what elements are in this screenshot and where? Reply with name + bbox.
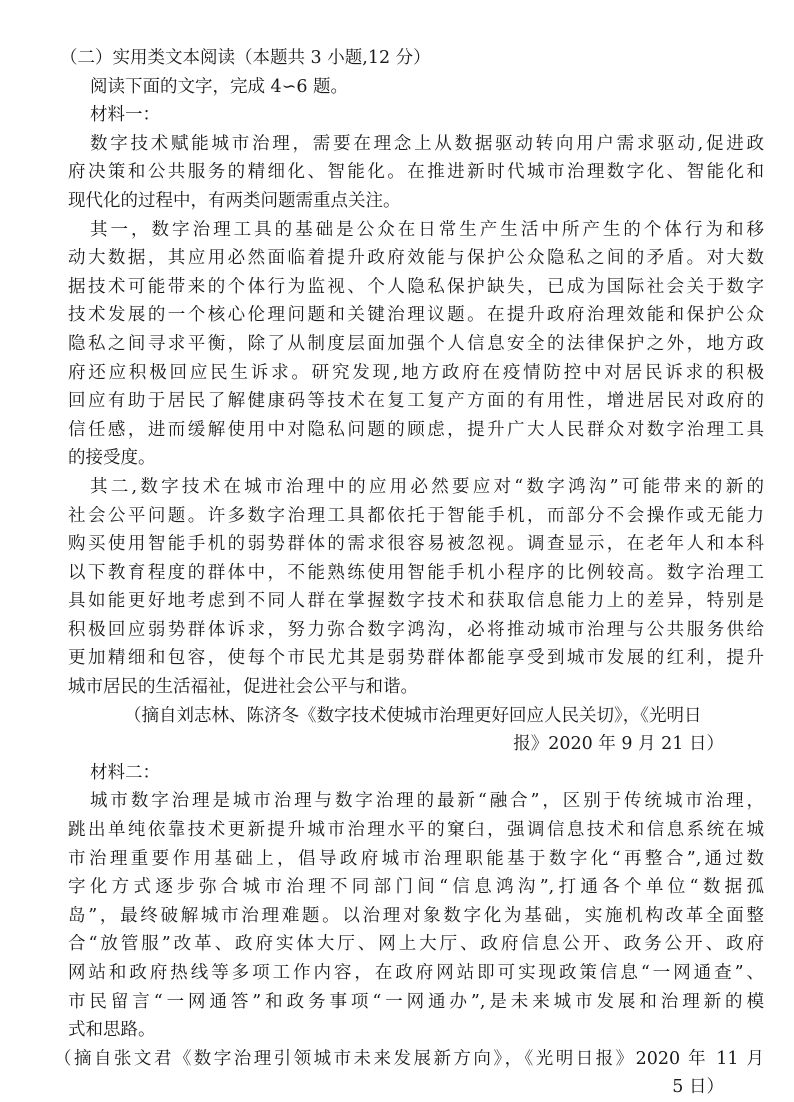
text-line: 字化方式逐步弥合城市治理不同部门间“信息鸿沟”,打通各个单位“数据孤 <box>68 877 764 898</box>
text-line: 网站和政府热线等多项工作内容，在政府网站即可实现政策信息“一网通查”、 <box>68 963 764 983</box>
text-line: 城市数字治理是城市治理与数字治理的最新“融合”，区别于传统城市治理， <box>90 791 764 812</box>
text-line: 技术发展的一个核心伦理问题和关键治理议题。在提升政府治理效能和保护公众 <box>68 305 764 326</box>
text-line: 式和思路。 <box>68 1020 156 1041</box>
text-line: 回应有助于居民了解健康码等技术在复工复产方面的有用性，增进居民对政府的 <box>68 391 764 412</box>
text-line: 信任感，进而缓解使用中对隐私问题的顾虑，提升广大人民群众对数字治理工具 <box>68 419 764 440</box>
text-line: 现代化的过程中，有两类问题需重点关注。 <box>68 190 401 211</box>
text-line: 积极回应弱势群体诉求，努力弥合数字鸿沟，必将推动城市治理与公共服务供给 <box>68 619 764 640</box>
text-line: 据技术可能带来的个体行为监视、个人隐私保护缺失，已成为国际社会关于数字 <box>68 276 764 297</box>
text-line: 跳出单纯依靠技术更新提升城市治理水平的窠臼，强调信息技术和信息系统在城 <box>68 820 764 841</box>
text-line: 数字技术赋能城市治理，需要在理念上从数据驱动转向用户需求驱动,促进政 <box>90 133 764 154</box>
text-line: 动大数据，其应用必然面临着提升政府效能与保护公众隐私之间的矛盾。对大数 <box>68 248 764 269</box>
text-line: 合“放管服”改革、政府实体大厅、网上大厅、政府信息公开、政务公开、政府 <box>68 934 764 955</box>
section-heading: （二）实用类文本阅读（本题共 3 小题,12 分） <box>60 48 431 68</box>
material2-label: 材料二： <box>90 762 160 783</box>
text-line: 岛”，最终破解城市治理难题。以治理对象数字化为基础，实施机构改革全面整 <box>68 905 764 926</box>
text-line: 更加精细和包容，使每个市民尤其是弱势群体都能享受到城市发展的红利，提升 <box>68 648 764 669</box>
material1-label: 材料一： <box>90 105 160 126</box>
material1-body <box>68 130 764 702</box>
text-line: 的接受度。 <box>68 448 156 469</box>
material2-body <box>68 787 764 1044</box>
text-line: 府还应积极回应民生诉求。研究发现,地方政府在疫情防控中对居民诉求的积极 <box>68 362 764 383</box>
text-line: 具如能更好地考虑到不同人群在掌握数字技术和获取信息能力上的差异，特别是 <box>68 591 764 612</box>
text-line: 市治理重要作用基础上，倡导政府城市治理职能基于数字化“再整合”,通过数 <box>68 848 764 869</box>
material1-source-cont: 报》2020 年 9 月 21 日） <box>513 734 724 755</box>
text-line: 市民留言“一网通答”和政务事项“一网通办”,是未来城市发展和治理新的模 <box>68 991 764 1012</box>
material2-source-cont: 5 日） <box>672 1077 724 1098</box>
text-line: 隐私之间寻求平衡，除了从制度层面加强个人信息安全的法律保护之外，地方政 <box>68 333 764 354</box>
text-line: 城市居民的生活福祉，促进社会公平与和谐。 <box>68 677 418 698</box>
material2-source: （摘自张文君《数字治理引领城市未来发展新方向》，《光明日报》2020 年 11 月 <box>54 1048 764 1069</box>
text-line: 购买使用智能手机的弱势群体的需求很容易被忽视。调查显示，在老年人和本科 <box>68 534 764 555</box>
material1-source: （摘自刘志林、陈济冬《数字技术使城市治理更好回应人民关切》，《光明日 <box>124 705 702 726</box>
text-line: 社会公平问题。许多数字治理工具都依托于智能手机，而部分不会操作或无能力 <box>68 505 764 526</box>
text-line: 以下教育程度的群体中，不能熟练使用智能手机小程序的比例较高。数字治理工 <box>68 562 764 583</box>
text-line: 其二,数字技术在城市治理中的应用必然要应对“数字鸿沟”可能带来的新的 <box>90 476 764 497</box>
text-line: 府决策和公共服务的精细化、智能化。在推进新时代城市治理数字化、智能化和 <box>68 162 764 183</box>
instruction: 阅读下面的文字，完成 4∽6 题。 <box>90 76 349 97</box>
text-line: 其一，数字治理工具的基础是公众在日常生产生活中所产生的个体行为和移 <box>90 219 764 240</box>
